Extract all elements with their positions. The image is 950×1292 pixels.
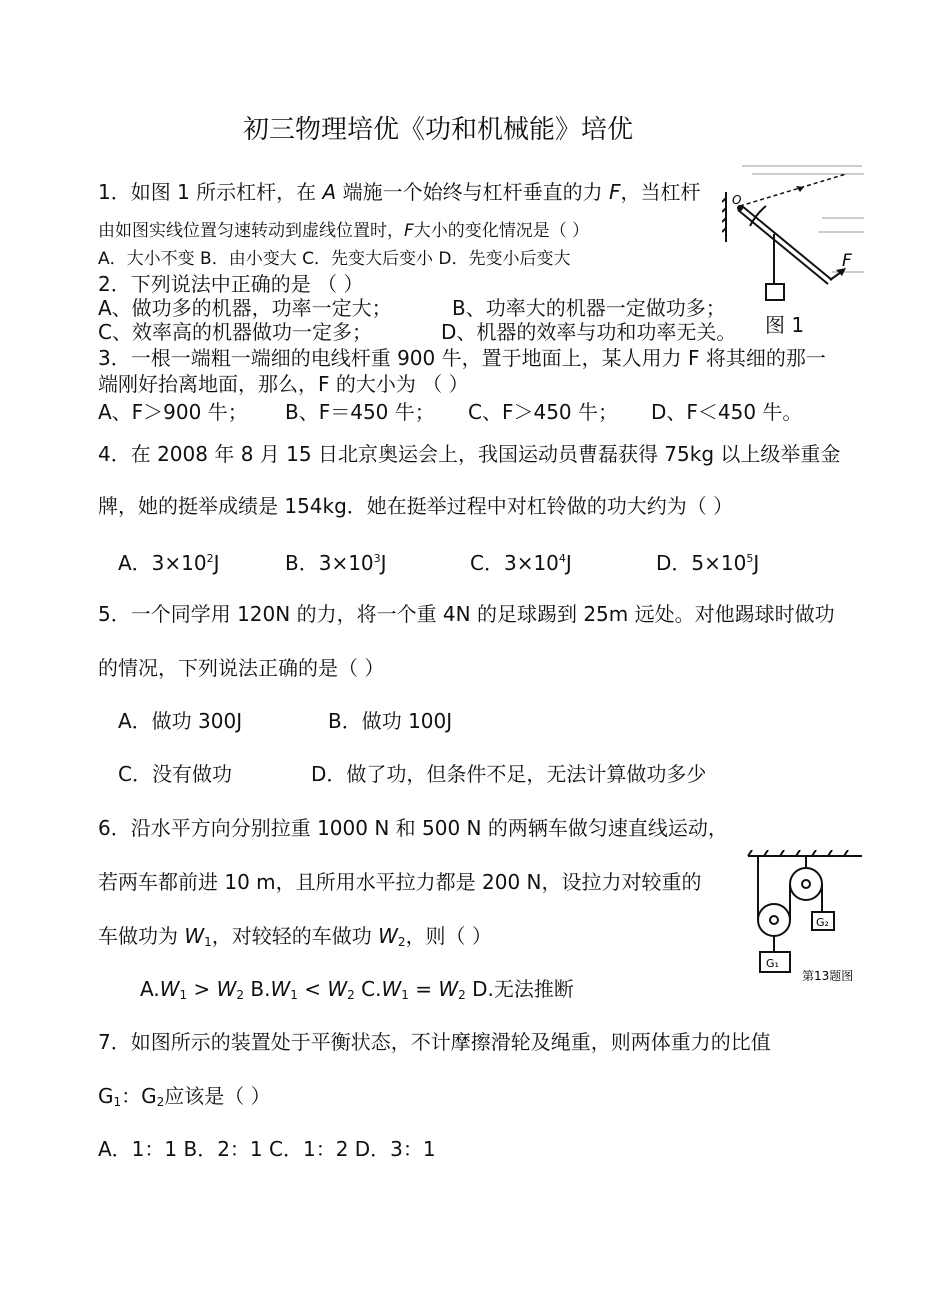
q6-sub: 1 — [204, 935, 212, 949]
q6-opt-a-prefix: A. — [140, 977, 160, 1001]
page-title: 初三物理培优《功和机械能》培优 — [243, 115, 634, 145]
q5-option-b: B．做功 100J — [328, 709, 453, 733]
q4-option-a — [118, 547, 220, 575]
q1-text: 1．如图 1 所示杠杆，在 — [98, 180, 323, 204]
q6-op: = — [408, 977, 439, 1001]
pulley-figure — [744, 850, 866, 986]
pivot-label: O — [732, 193, 742, 207]
lever-figure — [722, 162, 868, 302]
q1-stem-line2 — [98, 219, 589, 243]
q6-var-w: W — [381, 977, 402, 1001]
q4-exp: 3 — [373, 552, 381, 565]
q6-opt-b-prefix: B. — [244, 977, 271, 1001]
q4-unit: J — [753, 551, 760, 575]
q6-op: > — [187, 977, 217, 1001]
q1-stem-line1 — [98, 180, 700, 204]
q6-sub: 2 — [397, 935, 406, 949]
q3-option-c: C、F＞450 牛； — [468, 400, 618, 424]
q4-exp: 4 — [558, 552, 566, 565]
q3-option-b: B、F＝450 牛； — [285, 400, 435, 424]
q7-stem-line2 — [98, 1084, 271, 1114]
q7-text: 应该是（ ） — [164, 1084, 271, 1108]
figure-1-label: 图 1 — [765, 313, 805, 337]
q2-option-d: D、机器的效率与功和功率无关。 — [441, 320, 737, 344]
q5-option-d: D．做了功，但条件不足，无法计算做功多少 — [311, 762, 707, 786]
figure-caption: 第13题图 — [802, 969, 854, 983]
q6-stem-line1: 6．沿水平方向分别拉重 1000 N 和 500 N 的两辆车做匀速直线运动， — [98, 816, 728, 840]
force-label: F — [842, 251, 852, 271]
q1-options: A．大小不变 B．由小变大 C．先变大后变小 D．先变小后变大 — [98, 249, 571, 269]
q4-unit: J — [565, 551, 572, 575]
q7-options: A．1：1 B．2：1 C．1：2 D．3：1 — [98, 1137, 436, 1161]
g2-label: G₂ — [816, 916, 829, 929]
q1-var-f: F — [404, 221, 414, 241]
q4-exp: 5 — [746, 552, 754, 565]
q4-option-b — [285, 547, 387, 575]
q6-stem-line2: 若两车都前进 10 m，且所用水平拉力都是 200 N，设拉力对较重的 — [98, 870, 702, 894]
q4-opt-text: B．3×10 — [285, 551, 374, 575]
q4-option-c — [470, 547, 572, 575]
q6-var-w: W — [438, 977, 459, 1001]
q6-var-w: W — [270, 977, 291, 1001]
q4-opt-text: A．3×10 — [118, 551, 207, 575]
q5-stem-line1: 5．一个同学用 120N 的力，将一个重 4N 的足球踢到 25m 远处。对他踢球时做功 — [98, 602, 835, 626]
q4-option-d — [656, 547, 759, 575]
q4-unit: J — [380, 551, 387, 575]
q6-text: ，则（ ） — [405, 924, 492, 948]
q1-text: 由如图实线位置匀速转动到虚线位置时， — [98, 221, 404, 241]
q6-sub: 1 — [401, 988, 409, 1002]
q1-text: 端施一个始终与杠杆垂直的力 — [336, 180, 609, 204]
q6-opt-c-prefix: C. — [354, 977, 382, 1001]
q4-stem-line2: 牌，她的挺举成绩是 154kg．她在挺举过程中对杠铃做的功大约为（ ） — [98, 494, 734, 518]
q1-var-a: A — [322, 180, 337, 204]
q4-unit: J — [213, 551, 220, 575]
q2-option-b: B、功率大的机器一定做功多； — [452, 296, 726, 320]
q3-stem-line1: 3．一根一端粗一端细的电线杆重 900 牛，置于地面上，某人用力 F 将其细的那一 — [98, 346, 826, 370]
q6-sub: 1 — [290, 988, 298, 1002]
q4-opt-text: C．3×10 — [470, 551, 559, 575]
q1-text: 大小的变化情况是（ ） — [413, 221, 590, 241]
q2-option-a: A、做功多的机器，功率一定大； — [98, 296, 392, 320]
q5-option-a: A．做功 300J — [118, 709, 243, 733]
q6-sub: 1 — [179, 988, 188, 1002]
q6-var-w: W — [184, 924, 205, 948]
q5-option-c: C．没有做功 — [118, 762, 232, 786]
q6-op: < — [297, 977, 328, 1001]
q3-stem-line2: 端刚好抬离地面，那么，F 的大小为 （ ） — [98, 372, 469, 396]
g1-label: G₁ — [766, 957, 779, 970]
q4-stem-line1: 4．在 2008 年 8 月 15 日北京奥运会上，我国运动员曹磊获得 75kg 以上级举重金 — [98, 442, 841, 466]
q6-stem-line3 — [98, 924, 492, 954]
q7-stem-line1: 7．如图所示的装置处于平衡状态，不计摩擦滑轮及绳重，则两体重力的比值 — [98, 1030, 771, 1054]
q3-option-d: D、F＜450 牛。 — [651, 400, 803, 424]
q6-options — [140, 977, 574, 1007]
q7-text: ：G — [121, 1084, 157, 1108]
q6-sub: 2 — [236, 988, 245, 1002]
q6-text: ，对较轻的车做功 — [211, 924, 379, 948]
q3-option-a: A、F＞900 牛； — [98, 400, 248, 424]
q6-opt-d: D.无法推断 — [465, 977, 574, 1001]
q6-text: 车做功为 — [98, 924, 185, 948]
q4-exp: 2 — [206, 552, 214, 565]
q1-text: ，当杠杆 — [620, 180, 701, 204]
q6-var-w: W — [159, 977, 180, 1001]
q6-sub: 2 — [347, 988, 355, 1002]
q5-stem-line2: 的情况，下列说法正确的是（ ） — [98, 656, 385, 680]
q1-var-f: F — [608, 180, 621, 204]
q6-var-w: W — [216, 977, 237, 1001]
q6-sub: 2 — [458, 988, 466, 1002]
q7-text: G — [98, 1084, 114, 1108]
q7-sub: 1 — [113, 1095, 122, 1109]
q6-var-w: W — [327, 977, 348, 1001]
q6-var-w: W — [378, 924, 398, 948]
q7-sub: 2 — [156, 1095, 165, 1109]
q2-stem: 2．下列说法中正确的是 （ ） — [98, 272, 364, 296]
q2-option-c: C、效率高的机器做功一定多； — [98, 320, 372, 344]
q4-opt-text: D．5×10 — [656, 551, 747, 575]
